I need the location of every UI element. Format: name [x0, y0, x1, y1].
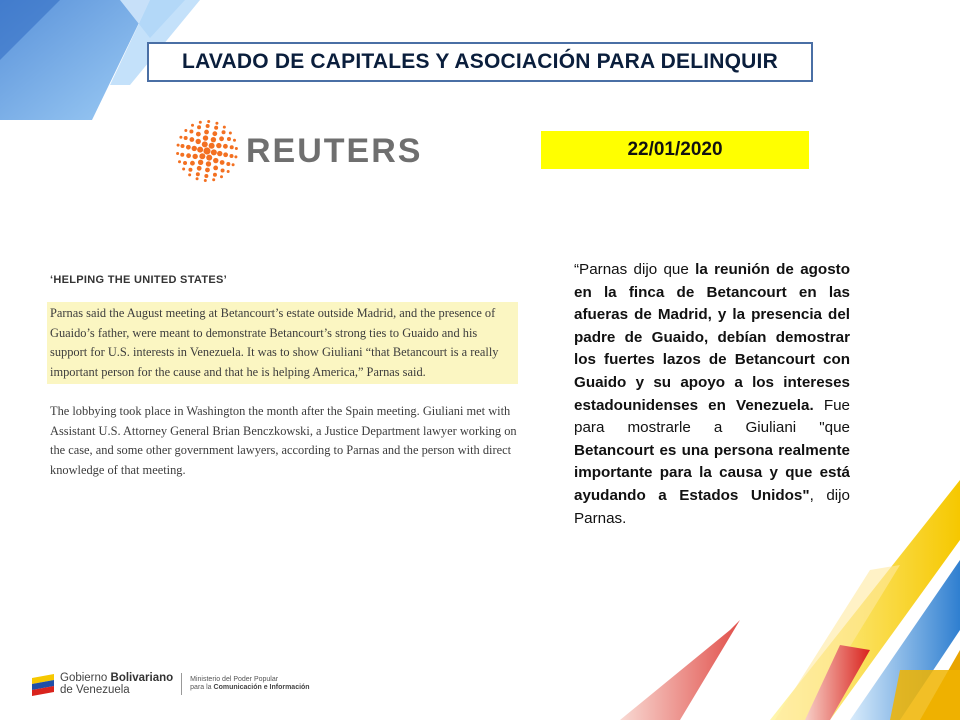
gob-line-1b: Bolivariano — [110, 672, 174, 684]
reuters-logo-dot — [192, 146, 197, 151]
reuters-logo-dot — [215, 122, 218, 125]
ministry-line-2b: Comunicación e Información — [213, 684, 310, 691]
reuters-logo-dot — [196, 139, 201, 144]
reuters-logo-dot — [188, 168, 192, 172]
reuters-logo-dot — [191, 124, 194, 127]
reuters-logo-dot — [204, 179, 207, 182]
quote-text-1: “Parnas dijo que — [574, 261, 696, 278]
reuters-logo-dot — [221, 169, 225, 173]
reuters-logo-dot — [196, 177, 199, 180]
reuters-logo-dot — [186, 153, 191, 158]
reuters-logo-dot — [227, 137, 231, 141]
reuters-logo-dot — [196, 132, 201, 137]
reuters-logo-dot — [223, 144, 228, 149]
venezuela-flag-icon — [30, 672, 56, 696]
reuters-logo-dot — [209, 143, 215, 149]
title-box — [147, 42, 813, 82]
reuters-logo-dot — [181, 144, 185, 148]
reuters-logo-dot — [214, 126, 218, 130]
reuters-logo-dot — [220, 160, 225, 165]
reuters-logo-dot — [226, 162, 230, 166]
ministry-line-1: Ministerio del Poder Popular — [190, 675, 279, 683]
gob-line-2: de Venezuela — [60, 684, 130, 696]
reuters-logo-dot — [223, 152, 228, 157]
reuters-logo-dot — [230, 154, 234, 158]
article-paragraph: The lobbying took place in Washington the month after the Spain meeting. Giuliani met with Assistant U.S. Attorney General Brian Benczkowski, a Justice Department lawyer working on the case, and some other government lawyers, according to Parnas and the person with direct knowledge of that meeting. — [50, 404, 517, 477]
reuters-logo-dot — [223, 126, 226, 129]
reuters-logo-dot — [202, 141, 208, 147]
reuters-logo-dot — [203, 147, 210, 154]
reuters-logo-dot — [177, 144, 180, 147]
reuters-logo-dot — [188, 173, 191, 176]
quote-text-2: Fue para mostrarle a Giuliani "que — [574, 396, 850, 437]
reuters-logo-dot — [207, 120, 210, 123]
reuters-logo-dot — [219, 136, 224, 141]
reuters-logo-dot — [190, 161, 195, 166]
reuters-logo-dot — [184, 136, 188, 140]
reuters-logo-dot — [213, 158, 218, 163]
reuters-dot-globe-icon — [176, 120, 238, 182]
reuters-logo-dot — [197, 125, 201, 129]
reuters-logo-dot — [220, 175, 223, 178]
ministry-line-2 — [190, 684, 309, 693]
reuters-logo-dot — [186, 145, 191, 150]
article-paragraph-highlighted: Parnas said the August meeting at Betancourt’s estate outside Madrid, and the presence of Guaido’s father, were meant to demonstrate Betancourt’s strong ties to Guaido and his support for U.S. interests in Venezuela. It was to show Giuliani “that Betancourt is a really important person for the cause and that he is helping America,” Parnas said. — [47, 302, 518, 384]
reuters-logo-dot — [182, 168, 185, 171]
reuters-logo-dot — [176, 152, 179, 155]
date-box — [541, 131, 809, 169]
spanish-translation-quote — [574, 259, 850, 530]
reuters-logo-dot — [212, 131, 217, 136]
reuters-logo-dot — [217, 151, 222, 156]
reuters-logo-dot — [213, 173, 217, 177]
quote-text-3: , dijo Parnas. — [574, 486, 850, 527]
reuters-logo-dot — [222, 130, 226, 134]
reuters-logo-dot — [205, 168, 210, 173]
reuters-logo-dot — [197, 147, 203, 153]
reuters-logo-dot — [196, 172, 200, 176]
article-heading: ‘HELPING THE UNITED STATES’ — [50, 274, 227, 286]
reuters-logo-dot — [213, 166, 218, 171]
reuters-logo-dot — [178, 160, 181, 163]
quote-bold-2: Betancourt es una persona realmente importante para la causa y que está ayudando a Estados Unidos" — [574, 441, 850, 504]
reuters-logo-dot — [183, 161, 187, 165]
reuters-logo-dot — [184, 129, 187, 132]
reuters-logo-dot — [198, 160, 203, 165]
reuters-logo-dot — [234, 155, 237, 158]
gob-text — [60, 672, 173, 696]
reuters-logo-dot — [197, 166, 202, 171]
reuters-logo-dot — [199, 121, 202, 124]
date-label: 22/01/2020 — [627, 139, 723, 160]
reuters-logo-dot — [216, 143, 221, 148]
reuters-logo-dot — [189, 137, 194, 142]
reuters-logo-dot — [229, 131, 232, 134]
reuters-logo-dot — [232, 163, 235, 166]
reuters-logo-dot — [206, 124, 210, 128]
gob-line-1 — [60, 672, 173, 684]
reuters-logo-dot — [233, 139, 236, 142]
reuters-logo-dot — [192, 154, 197, 159]
article-excerpt — [50, 274, 518, 480]
reuters-logo-dot — [235, 147, 238, 150]
reuters-logo-dot — [204, 174, 208, 178]
reuters-logo-dot — [180, 153, 184, 157]
reuters-logo-dot — [206, 155, 212, 161]
reuters-wordmark: REUTERS — [246, 131, 423, 170]
reuters-logo-dot — [211, 137, 216, 142]
reuters-logo-dot — [227, 170, 230, 173]
footer-divider — [181, 673, 182, 695]
page-title: LAVADO DE CAPITALES Y ASOCIACIÓN PARA DELINQUIR — [182, 50, 778, 73]
quote-bold-1: la reunión de agosto en la finca de Betancourt en las afueras de Madrid, y la presencia del padre de Guaido, debían demostrar los fuertes lazos de Betancourt con Guaido y su apoyo a los intereses estadounidenses en Venezuela. — [574, 261, 850, 414]
reuters-logo-dot — [212, 178, 215, 181]
ministry-text — [190, 676, 309, 693]
reuters-logo-dot — [230, 145, 234, 149]
reuters-logo-dot — [179, 136, 182, 139]
reuters-logo — [176, 120, 422, 182]
reuters-logo-dot — [203, 135, 208, 140]
footer-government-logo — [30, 672, 310, 696]
reuters-logo-dot — [206, 161, 211, 166]
gob-line-1a: Gobierno — [60, 672, 111, 684]
reuters-logo-dot — [211, 149, 217, 155]
reuters-logo-dot — [199, 153, 205, 159]
ministry-line-2a: para la — [190, 684, 214, 691]
reuters-logo-dot — [204, 130, 209, 135]
reuters-logo-dot — [189, 129, 193, 133]
